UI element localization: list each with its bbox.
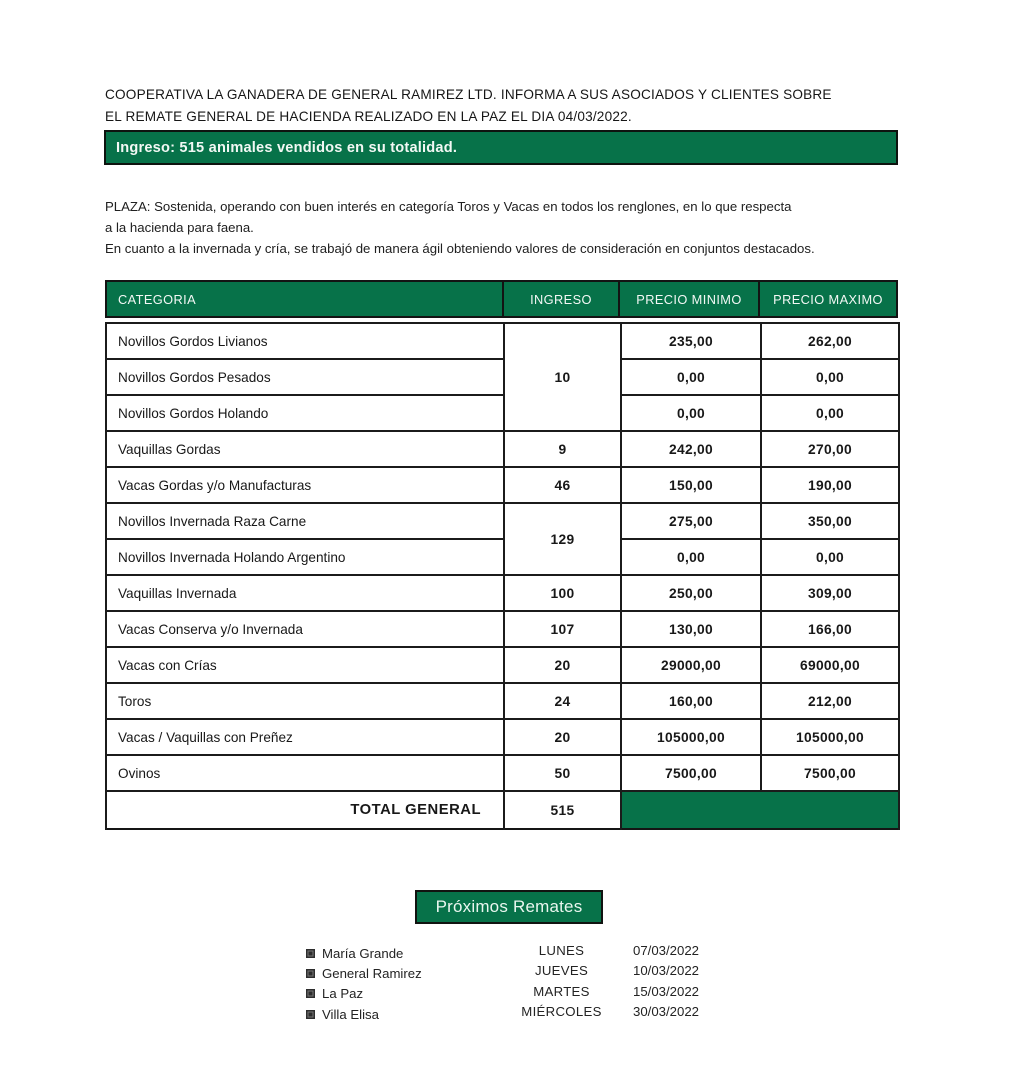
precio-maximo-cell: 0,00 [761, 359, 899, 395]
precio-maximo-cell: 69000,00 [761, 647, 899, 683]
square-bullet-icon [306, 969, 315, 978]
precio-minimo-cell: 242,00 [621, 431, 761, 467]
total-green-cell [621, 791, 899, 829]
categoria-cell: Vacas con Crías [106, 647, 504, 683]
precio-maximo-cell: 309,00 [761, 575, 899, 611]
categoria-cell: Vaquillas Gordas [106, 431, 504, 467]
remate-day: LUNES [538, 943, 585, 958]
remate-date: 30/03/2022 [633, 1004, 700, 1020]
remate-date: 10/03/2022 [633, 963, 700, 979]
precio-maximo-cell: 212,00 [761, 683, 899, 719]
precio-maximo-cell: 166,00 [761, 611, 899, 647]
remate-date: 07/03/2022 [633, 943, 700, 958]
categoria-cell: Novillos Gordos Livianos [106, 323, 504, 359]
categoria-cell: Novillos Gordos Pesados [106, 359, 504, 395]
total-ingreso-cell: 515 [504, 791, 621, 829]
ingreso-cell: 50 [504, 755, 621, 791]
ingreso-cell: 100 [504, 575, 621, 611]
table-row [106, 647, 899, 683]
table-row [106, 755, 899, 791]
table-row [106, 611, 899, 647]
auction-table [105, 280, 898, 830]
categoria-cell: Toros [106, 683, 504, 719]
precio-maximo-cell: 262,00 [761, 323, 899, 359]
precio-minimo-cell: 250,00 [621, 575, 761, 611]
remate-date: 15/03/2022 [633, 983, 700, 999]
precio-minimo-cell: 0,00 [621, 359, 761, 395]
categoria-cell: Vacas Conserva y/o Invernada [106, 611, 504, 647]
categoria-cell: Vacas Gordas y/o Manufacturas [106, 467, 504, 503]
table-row [106, 719, 899, 755]
precio-maximo-cell: 105000,00 [761, 719, 899, 755]
plaza-line-1: PLAZA: Sostenida, operando con buen interés en categoría Toros y Vacas en todos los renglones, en lo que respecta [105, 199, 792, 214]
intro-text [105, 84, 915, 128]
precio-minimo-cell: 29000,00 [621, 647, 761, 683]
precio-maximo-cell: 190,00 [761, 467, 899, 503]
total-label-cell: TOTAL GENERAL [106, 791, 504, 829]
remate-day: MIÉRCOLES [521, 1004, 602, 1020]
col-header-precio-minimo: PRECIO MINIMO [618, 282, 758, 316]
table-row [106, 575, 899, 611]
ingreso-merged-cell: 10 [504, 323, 621, 431]
table-row [106, 683, 899, 719]
categoria-cell: Novillos Invernada Holando Argentino [106, 539, 504, 575]
precio-maximo-cell: 7500,00 [761, 755, 899, 791]
precio-minimo-cell: 0,00 [621, 539, 761, 575]
remate-place-label: General Ramirez [322, 966, 422, 982]
proximos-remates-label: Próximos Remates [435, 897, 583, 916]
remate-place [306, 963, 490, 983]
ingreso-cell: 9 [504, 431, 621, 467]
table-row [106, 431, 899, 467]
ingreso-merged-cell: 129 [504, 503, 621, 575]
col-header-ingreso: INGRESO [502, 282, 618, 316]
ingreso-cell: 20 [504, 647, 621, 683]
precio-minimo-cell: 150,00 [621, 467, 761, 503]
precio-maximo-cell: 270,00 [761, 431, 899, 467]
categoria-cell: Vaquillas Invernada [106, 575, 504, 611]
categoria-cell: Vacas / Vaquillas con Preñez [106, 719, 504, 755]
plaza-line-2: a la hacienda para faena. [105, 220, 254, 235]
remate-place [306, 984, 490, 1004]
precio-minimo-cell: 7500,00 [621, 755, 761, 791]
categoria-cell: Novillos Invernada Raza Carne [106, 503, 504, 539]
precio-minimo-cell: 160,00 [621, 683, 761, 719]
table-header-row [105, 280, 898, 318]
square-bullet-icon [306, 1010, 315, 1019]
remate-place [306, 943, 490, 963]
precio-maximo-cell: 350,00 [761, 503, 899, 539]
categoria-cell: Novillos Gordos Holando [106, 395, 504, 431]
plaza-text [105, 196, 935, 259]
ingreso-cell: 107 [504, 611, 621, 647]
remate-place-label: María Grande [322, 945, 404, 961]
remates-list [306, 943, 729, 1025]
square-bullet-icon [306, 989, 315, 998]
col-header-precio-maximo: PRECIO MAXIMO [758, 282, 896, 316]
proximos-remates-banner [415, 890, 603, 924]
table-row [106, 467, 899, 503]
ingreso-banner-text: Ingreso: 515 animales vendidos en su totalidad. [116, 139, 458, 156]
remate-place [306, 1004, 490, 1024]
remate-day: JUEVES [534, 963, 589, 979]
table-row [106, 395, 899, 431]
categoria-cell: Ovinos [106, 755, 504, 791]
ingreso-banner [104, 130, 898, 165]
table-row [106, 359, 899, 395]
table-row [106, 539, 899, 575]
remate-place-label: La Paz [322, 986, 364, 1002]
intro-line-1: COOPERATIVA LA GANADERA DE GENERAL RAMIREZ LTD. INFORMA A SUS ASOCIADOS Y CLIENTES SOBRE [105, 87, 832, 102]
ingreso-cell: 20 [504, 719, 621, 755]
precio-minimo-cell: 105000,00 [621, 719, 761, 755]
ingreso-cell: 24 [504, 683, 621, 719]
precio-minimo-cell: 130,00 [621, 611, 761, 647]
precio-minimo-cell: 235,00 [621, 323, 761, 359]
precio-minimo-cell: 275,00 [621, 503, 761, 539]
total-row [106, 791, 899, 829]
precio-maximo-cell: 0,00 [761, 539, 899, 575]
intro-line-2: EL REMATE GENERAL DE HACIENDA REALIZADO EN LA PAZ EL DIA 04/03/2022. [105, 109, 632, 124]
precio-maximo-cell: 0,00 [761, 395, 899, 431]
remate-place-label: Villa Elisa [322, 1006, 379, 1022]
table-row [106, 323, 899, 359]
col-header-categoria: CATEGORIA [118, 291, 197, 307]
table-row [106, 503, 899, 539]
ingreso-cell: 46 [504, 467, 621, 503]
precio-minimo-cell: 0,00 [621, 395, 761, 431]
plaza-line-3: En cuanto a la invernada y cría, se trabajó de manera ágil obteniendo valores de consideración en conjuntos destacados. [105, 241, 815, 256]
table-body [105, 322, 900, 830]
remate-day: MARTES [533, 983, 590, 999]
square-bullet-icon [306, 949, 315, 958]
